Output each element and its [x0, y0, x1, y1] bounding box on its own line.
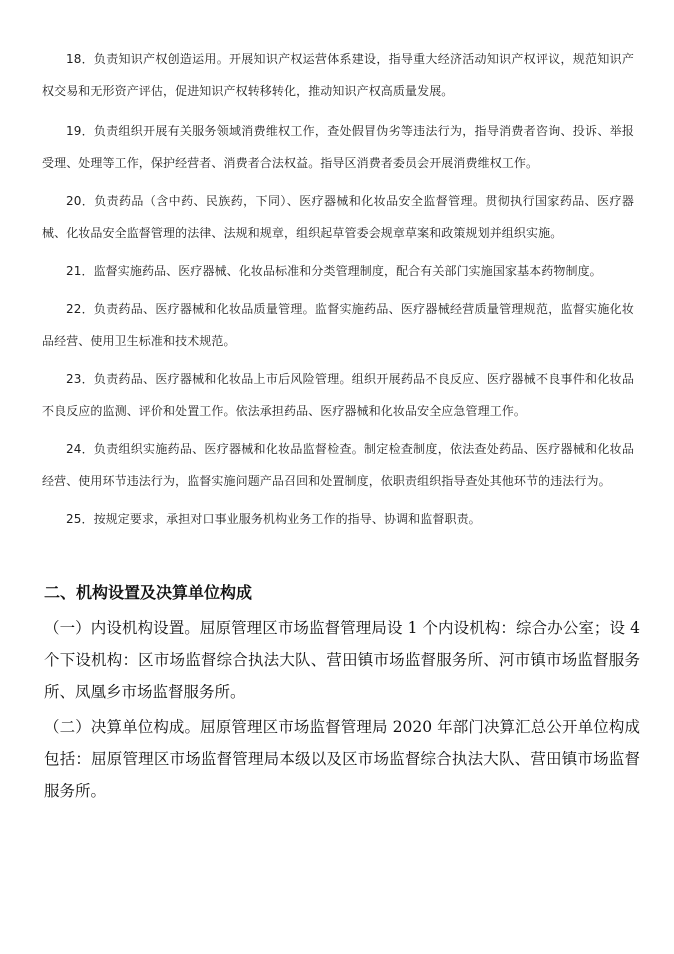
duty-item-22: 22．负责药品、医疗器械和化妆品质量管理。监督实施药品、医疗器械经营质量管理规范，监督实施化妆品经营、使用卫生标准和技术规范。 — [42, 302, 634, 348]
duty-item-23: 23．负责药品、医疗器械和化妆品上市后风险管理。组织开展药品不良反应、医疗器械不良事件和化妆品不良反应的监测、评价和处置工作。依法承担药品、医疗器械和化妆品安全应急管理工作。 — [42, 372, 634, 418]
duty-item-20: 20．负责药品（含中药、民族药，下同）、医疗器械和化妆品安全监督管理。贯彻执行国家药品、医疗器械、化妆品安全监督管理的法律、法规和规章，组织起草管委会规章草案和政策规划并组织实施。 — [42, 194, 634, 240]
section-paragraph-internal-structure: （一）内设机构设置。屈原管理区市场监督管理局设 1 个内设机构：综合办公室；设 4 个下设机构：区市场监督综合执法大队、营田镇市场监督服务所、河市镇市场监督服务所、凤凰乡市场监督服务所。 — [44, 619, 640, 701]
duty-item-21: 21．监督实施药品、医疗器械、化妆品标准和分类管理制度，配合有关部门实施国家基本药物制度。 — [66, 264, 602, 278]
duty-item-18: 18．负责知识产权创造运用。开展知识产权运营体系建设，指导重大经济活动知识产权评议，规范知识产权交易和无形资产评估，促进知识产权转移转化，推动知识产权高质量发展。 — [42, 52, 634, 98]
duty-item-24: 24．负责组织实施药品、医疗器械和化妆品监督检查。制定检查制度，依法查处药品、医疗器械和化妆品经营、使用环节违法行为，监督实施问题产品召回和处置制度，依职责组织指导查处其他环节的违法行为。 — [42, 442, 634, 488]
section-heading: 二、机构设置及决算单位构成 — [44, 583, 253, 602]
duty-item-19: 19．负责组织开展有关服务领域消费维权工作，查处假冒伪劣等违法行为，指导消费者咨询、投诉、举报受理、处理等工作，保护经营者、消费者合法权益。指导区消费者委员会开展消费维权工作。 — [42, 124, 634, 170]
duty-item-25: 25．按规定要求，承担对口事业服务机构业务工作的指导、协调和监督职责。 — [66, 512, 481, 526]
section-paragraph-unit-composition: （二）决算单位构成。屈原管理区市场监督管理局 2020 年部门决算汇总公开单位构成包括：屈原管理区市场监督管理局本级以及区市场监督综合执法大队、营田镇市场监督服务所。 — [44, 718, 640, 800]
